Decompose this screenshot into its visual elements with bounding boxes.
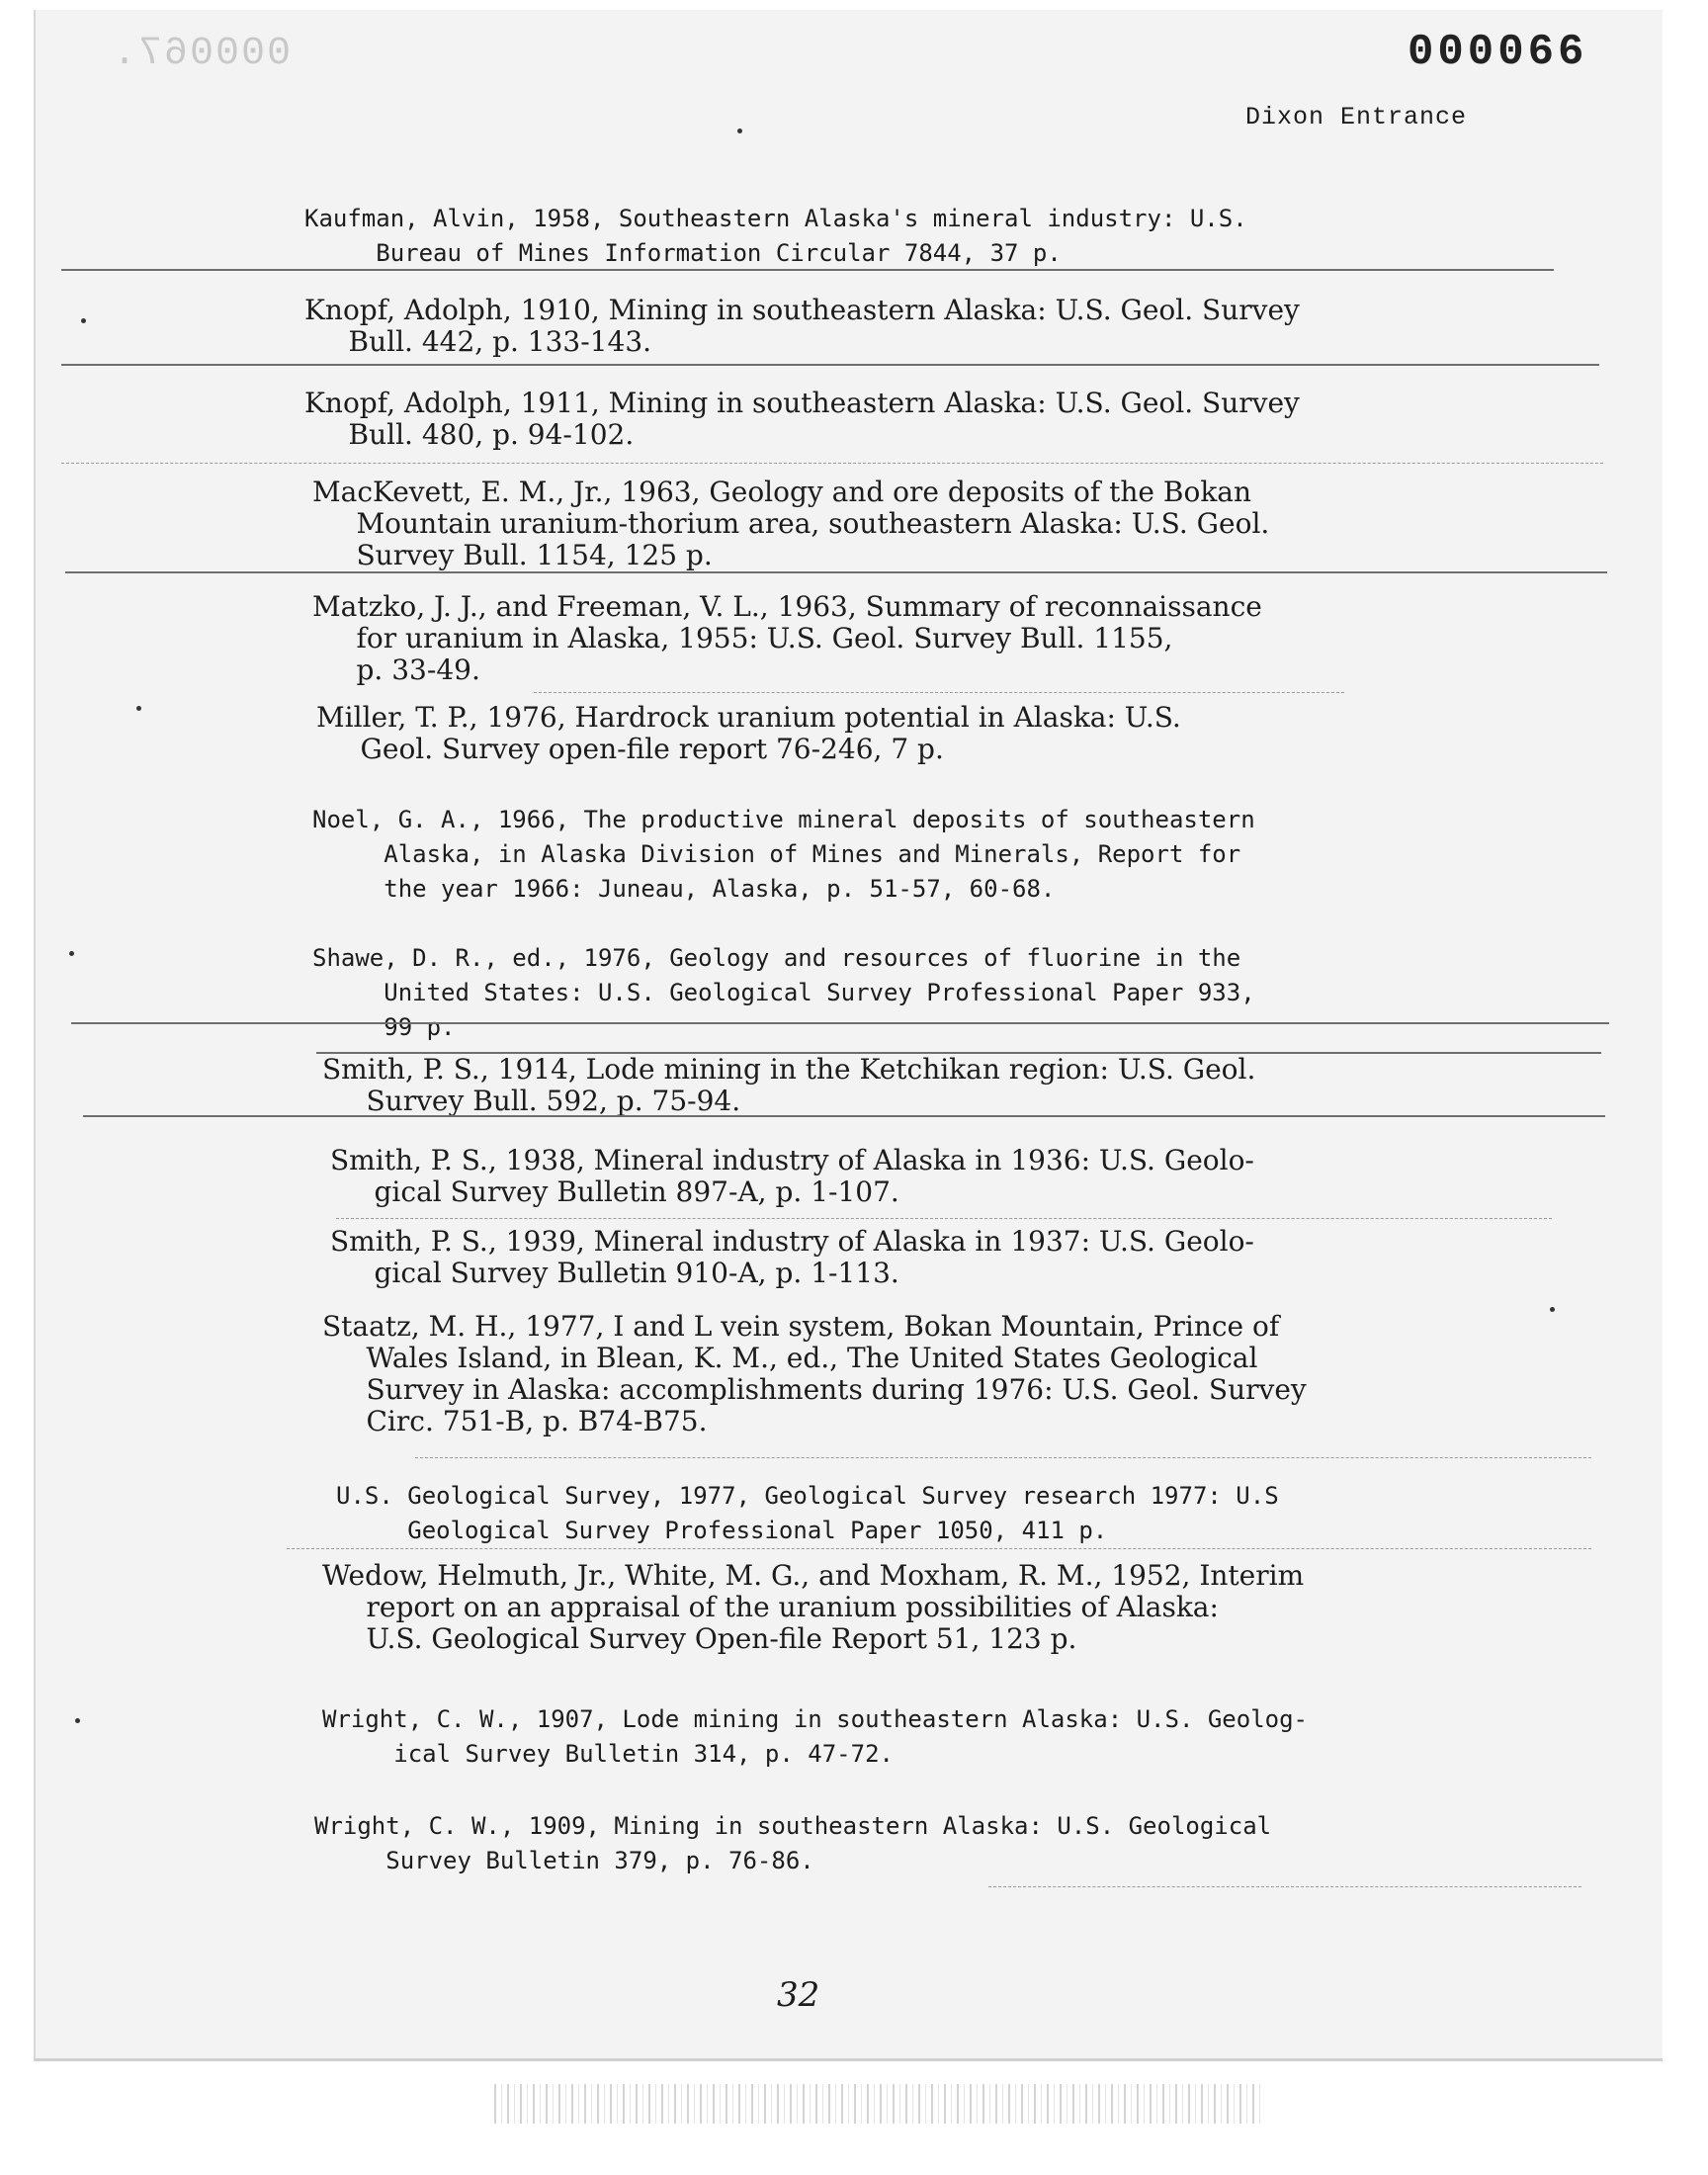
- reference-entry: [330, 1226, 1254, 1289]
- reference-entry: [336, 1479, 1279, 1548]
- reference-line: U.S. Geological Survey Open-file Report 51, 123 p.: [322, 1622, 1077, 1655]
- reference-line: Survey Bulletin 379, p. 76-86.: [314, 1847, 814, 1874]
- divider-line: [61, 269, 1554, 271]
- divider-line: [71, 1022, 1609, 1024]
- reference-line: Circ. 751-B, p. B74-B75.: [322, 1405, 708, 1437]
- reference-entry: [312, 477, 1269, 571]
- reference-line: gical Survey Bulletin 910-A, p. 1-113.: [330, 1257, 899, 1289]
- reference-line: Bull. 480, p. 94-102.: [304, 418, 635, 451]
- reference-line: Smith, P. S., 1938, Mineral industry of Alaska in 1936: U.S. Geolo-: [330, 1144, 1254, 1176]
- reference-entry: [322, 1560, 1304, 1655]
- reference-entry: [314, 1809, 1271, 1878]
- reference-line: Wright, C. W., 1907, Lode mining in southeastern Alaska: U.S. Geolog-: [322, 1705, 1308, 1733]
- speck-mark: [136, 706, 141, 711]
- reference-line: United States: U.S. Geological Survey Professional Paper 933,: [312, 979, 1255, 1006]
- divider-line: [287, 1548, 1591, 1549]
- divider-line: [61, 463, 1603, 464]
- reference-line: Wright, C. W., 1909, Mining in southeastern Alaska: U.S. Geological: [314, 1812, 1272, 1840]
- reference-line: Wales Island, in Blean, K. M., ed., The United States Geological: [322, 1342, 1258, 1374]
- reference-entry: [312, 591, 1262, 686]
- divider-line: [336, 1218, 1552, 1219]
- reference-line: p. 33-49.: [312, 653, 480, 686]
- reference-line: for uranium in Alaska, 1955: U.S. Geol. Survey Bull. 1155,: [312, 622, 1173, 654]
- reference-line: Survey in Alaska: accomplishments during 1976: U.S. Geol. Survey: [322, 1373, 1307, 1406]
- page-number: 32: [777, 1975, 820, 2015]
- divider-line: [534, 692, 1344, 693]
- reference-line: Kaufman, Alvin, 1958, Southeastern Alaska's mineral industry: U.S.: [304, 205, 1247, 232]
- reference-line: Bureau of Mines Information Circular 7844, 37 p.: [304, 239, 1062, 267]
- divider-line: [61, 364, 1599, 366]
- reference-entry: [312, 941, 1255, 1045]
- reference-entry: [304, 295, 1300, 358]
- stamp-number: 000066: [1408, 28, 1588, 77]
- divider-line: [65, 571, 1607, 573]
- reference-entry: [312, 803, 1255, 907]
- reference-line: Miller, T. P., 1976, Hardrock uranium potential in Alaska: U.S.: [316, 701, 1181, 734]
- reference-line: Smith, P. S., 1914, Lode mining in the Ketchikan region: U.S. Geol.: [322, 1053, 1256, 1086]
- divider-line: [988, 1886, 1581, 1887]
- speck-mark: [81, 318, 86, 323]
- reference-line: gical Survey Bulletin 897-A, p. 1-107.: [330, 1175, 899, 1208]
- reference-line: Noel, G. A., 1966, The productive mineral deposits of southeastern: [312, 806, 1255, 833]
- reference-line: Bull. 442, p. 133-143.: [304, 325, 652, 358]
- reference-line: Survey Bull. 1154, 125 p.: [312, 539, 713, 571]
- reference-line: Geol. Survey open-file report 76-246, 7 p.: [316, 733, 944, 765]
- reference-entry: [322, 1702, 1308, 1772]
- speck-mark: [1550, 1307, 1555, 1312]
- reference-line: Shawe, D. R., ed., 1976, Geology and resources of fluorine in the: [312, 944, 1241, 972]
- speck-mark: [737, 129, 742, 133]
- region-heading: Dixon Entrance: [1245, 103, 1468, 131]
- speck-mark: [69, 951, 74, 956]
- reverse-bleed-number: 000067.: [111, 32, 292, 76]
- reference-line: Matzko, J. J., and Freeman, V. L., 1963, Summary of reconnaissance: [312, 590, 1262, 623]
- reference-line: ical Survey Bulletin 314, p. 47-72.: [322, 1740, 894, 1768]
- reference-line: U.S. Geological Survey, 1977, Geological Survey research 1977: U.S: [336, 1482, 1279, 1510]
- reference-line: Mountain uranium-thorium area, southeastern Alaska: U.S. Geol.: [312, 507, 1270, 540]
- reference-entry: [330, 1145, 1254, 1208]
- reference-entry: [304, 202, 1247, 271]
- reference-line: Knopf, Adolph, 1911, Mining in southeastern Alaska: U.S. Geol. Survey: [304, 387, 1300, 419]
- reference-entry: [322, 1054, 1255, 1117]
- divider-line: [415, 1457, 1591, 1458]
- reference-line: report on an appraisal of the uranium possibilities of Alaska:: [322, 1591, 1219, 1623]
- reference-line: Smith, P. S., 1939, Mineral industry of Alaska in 1937: U.S. Geolo-: [330, 1225, 1254, 1258]
- reference-line: Alaska, in Alaska Division of Mines and Minerals, Report for: [312, 840, 1241, 868]
- reference-entry: [304, 388, 1300, 451]
- reference-line: Wedow, Helmuth, Jr., White, M. G., and Moxham, R. M., 1952, Interim: [322, 1559, 1305, 1592]
- scanner-artifact: [494, 2084, 1265, 2124]
- reference-line: Survey Bull. 592, p. 75-94.: [322, 1085, 741, 1117]
- reference-line: Knopf, Adolph, 1910, Mining in southeastern Alaska: U.S. Geol. Survey: [304, 294, 1300, 326]
- reference-line: the year 1966: Juneau, Alaska, p. 51-57, 60-68.: [312, 875, 1056, 903]
- reference-line: Staatz, M. H., 1977, I and L vein system, Bokan Mountain, Prince of: [322, 1310, 1280, 1343]
- reference-line: 99 p.: [312, 1013, 456, 1041]
- reference-entry: [316, 702, 1181, 765]
- reference-line: MacKevett, E. M., Jr., 1963, Geology and ore deposits of the Bokan: [312, 476, 1252, 508]
- divider-line: [83, 1115, 1605, 1117]
- reference-line: Geological Survey Professional Paper 1050, 411 p.: [336, 1517, 1108, 1544]
- speck-mark: [75, 1718, 80, 1723]
- reference-entry: [322, 1311, 1307, 1437]
